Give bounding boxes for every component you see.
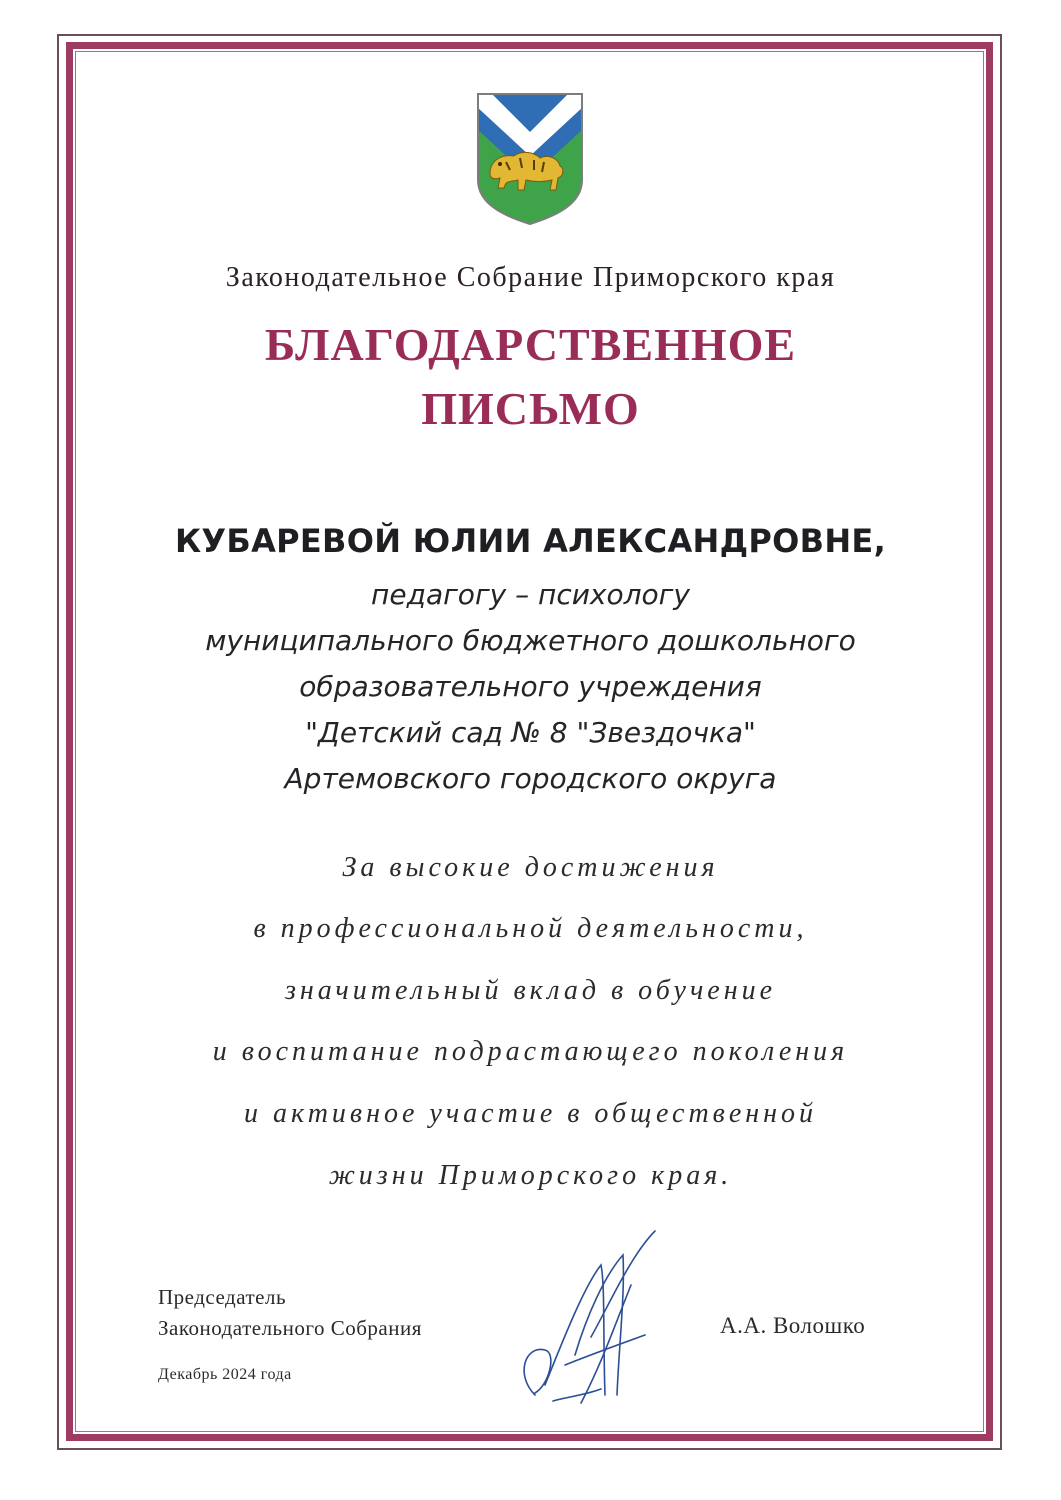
recipient-position-line: образовательного учреждения bbox=[299, 670, 762, 703]
reason-line: жизни Приморского края. bbox=[328, 1160, 733, 1191]
signature-icon bbox=[505, 1225, 665, 1425]
reason-line: значительный вклад в обучение bbox=[284, 975, 777, 1006]
recipient-position-line: педагогу – психологу bbox=[371, 578, 690, 611]
recipient-position-line: муниципального бюджетного дошкольного bbox=[205, 624, 856, 657]
reason-line: За высокие достижения bbox=[342, 852, 719, 883]
recipient-name: КУБАРЕВОЙ ЮЛИИ АЛЕКСАНДРОВНЕ, bbox=[174, 522, 887, 560]
organization-name: Законодательное Собрание Приморского края bbox=[225, 262, 836, 293]
signatory-title bbox=[158, 1282, 422, 1344]
coat-of-arms-icon bbox=[476, 92, 584, 226]
signatory-title-line: Председатель bbox=[158, 1285, 287, 1309]
signatory-title-line: Законодательного Собрания bbox=[158, 1316, 422, 1340]
reason-line: и воспитание подрастающего поколения bbox=[212, 1036, 849, 1067]
document-title-line2: ПИСЬМО bbox=[421, 383, 640, 434]
reason-line: и активное участие в общественной bbox=[243, 1098, 818, 1129]
document-title: БЛАГОДАРСТВЕННОЕ bbox=[264, 319, 797, 370]
reason-line: в профессиональной деятельности, bbox=[253, 913, 808, 944]
recipient-position-line: Артемовского городского округа bbox=[284, 762, 777, 795]
issue-date: Декабрь 2024 года bbox=[158, 1366, 292, 1383]
recipient-position-line: "Детский сад № 8 "Звездочка" bbox=[305, 716, 756, 749]
signer-name: А.А. Волошко bbox=[720, 1313, 866, 1338]
